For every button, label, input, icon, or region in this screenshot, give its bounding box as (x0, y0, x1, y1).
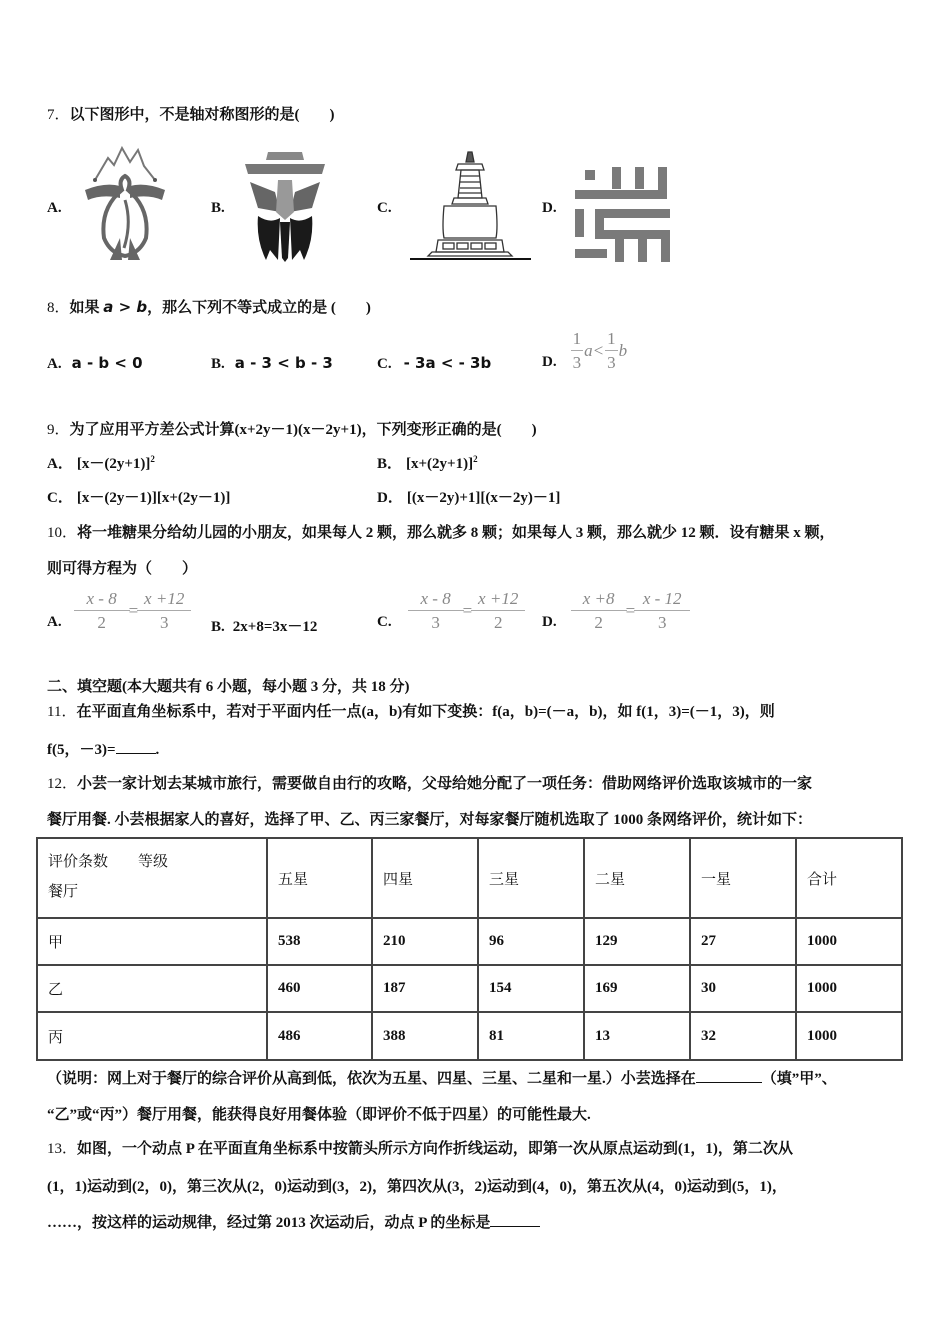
answer-blank[interactable] (696, 1082, 762, 1083)
option-label: C. (377, 356, 392, 372)
option-label: A. (47, 614, 62, 630)
table-cell: 1000 (796, 918, 902, 965)
fraction: $\frac{x +12}{2}$ (473, 590, 523, 631)
table-cell: 187 (372, 965, 478, 1012)
q10-option-b (211, 615, 317, 636)
pagoda-icon (408, 148, 533, 263)
table-corner-cell: 评价条数 等级 餐厅 (37, 838, 267, 918)
table-cell: 129 (584, 918, 690, 965)
q8-option-d (542, 330, 628, 371)
q10-option-c (377, 590, 523, 631)
option-text: 2x+8=3x－12 (232, 619, 318, 635)
option-label: C． (47, 490, 73, 506)
section-title: 二、填空题(本大题共有 6 小题，每小题 3 分，共 18 分) (47, 679, 410, 695)
table-cell: 27 (690, 918, 796, 965)
table-cell: 1000 (796, 965, 902, 1012)
ratings-table (36, 837, 903, 1061)
option-text: [x+(2y+1)] (406, 456, 474, 472)
table-cell: 81 (478, 1012, 584, 1060)
question-number: 10． (47, 525, 78, 541)
exponent: 2 (473, 454, 478, 464)
question-13-line1 (47, 1137, 793, 1158)
question-text: 将一堆糖果分给幼儿园的小朋友，如果每人 2 颗，那么就多 8 颗；如果每人 3 颗，那么就少 12 颗．设有糖果 x 颗， (77, 525, 835, 541)
question-number: 11． (47, 704, 77, 720)
q10-option-a (47, 590, 189, 631)
question-7 (47, 103, 335, 124)
option-text: [(x－2y)+1][(x－2y)－1] (406, 490, 561, 506)
math-text: b (618, 340, 628, 360)
question-text-post: ，那么下列不等式成立的是 ( ) (147, 300, 371, 316)
q9-option-b (377, 452, 478, 473)
table-cell: 96 (478, 918, 584, 965)
question-text: 以下图形中，不是轴对称图形的是( ) (69, 107, 335, 123)
question-text: 为了应用平方差公式计算(x+2y－1)(x－2y+1)，下列变形正确的是( ) (69, 422, 537, 438)
option-label: D． (377, 490, 403, 506)
question-text: 如图，一个动点 P 在平面直角坐标系中按箭头所示方向作折线运动，即第一次从原点运动到(1，1)，第二次从 (77, 1141, 793, 1157)
table-header-cell: 五星 (267, 838, 372, 918)
exponent: 2 (150, 454, 155, 464)
fraction: $\frac{x - 12}{3}$ (636, 590, 688, 631)
table-cell: 154 (478, 965, 584, 1012)
fraction: $\frac{1}{3}$ (607, 329, 616, 372)
option-label: B. (211, 619, 225, 635)
question-10-line2: 则可得方程为（ ） (47, 561, 198, 577)
table-cell: 538 (267, 918, 372, 965)
option-a-label: A. (47, 200, 62, 216)
fraction: $\frac{x - 8}{2}$ (76, 590, 128, 631)
question-text: f(5，－3)= (47, 742, 116, 758)
question-number: 7． (47, 107, 70, 123)
question-number: 8． (47, 300, 70, 316)
table-cell: 460 (267, 965, 372, 1012)
table-cell: 486 (267, 1012, 372, 1060)
question-12-note-line2: “乙”或“丙”）餐厅用餐，能获得良好用餐体验（即评价不低于四星）的可能性最大. (47, 1107, 591, 1123)
table-cell: 30 (690, 965, 796, 1012)
table-row (37, 965, 902, 1012)
table-cell: 13 (584, 1012, 690, 1060)
equals-sign: = (625, 600, 636, 620)
opera-mask-icon (240, 150, 330, 262)
row-label: 甲 (37, 918, 267, 965)
question-text: . (155, 742, 160, 758)
question-11-line1 (47, 700, 775, 721)
q9-option-a (47, 452, 155, 473)
question-12-note-line1 (47, 1067, 837, 1088)
answer-blank[interactable] (116, 753, 156, 754)
question-number: 9． (47, 422, 70, 438)
question-13-line3 (47, 1211, 540, 1232)
q8-option-c (377, 354, 491, 373)
table-header-row (37, 838, 902, 918)
note-text: （说明：网上对于餐厅的综合评价从高到低，依次为五星、四星、三星、二星和一星.）小芸选择在 (47, 1071, 696, 1087)
answer-blank[interactable] (490, 1226, 540, 1227)
q9-option-c (47, 486, 230, 507)
option-label: D. (542, 354, 557, 370)
option-label: C. (377, 614, 392, 630)
question-12-line1 (47, 772, 812, 793)
question-number: 13． (47, 1141, 78, 1157)
note-text: （填”甲”、 (761, 1071, 837, 1087)
question-13-line2: (1，1)运动到(2，0)，第三次从(2，0)运动到(3，2)，第四次从(3，2)运动到(4，0)，第五次从(4，0)运动到(5，1)， (47, 1179, 787, 1195)
maze-pattern-icon (575, 167, 670, 262)
option-text: [x－(2y－1)][x+(2y－1)] (76, 490, 231, 506)
table-row (37, 918, 902, 965)
table-cell: 169 (584, 965, 690, 1012)
question-12-line2: 餐厅用餐. 小芸根据家人的喜好，选择了甲、乙、丙三家餐厅，对每家餐厅随机选取了 1000 条网络评价，统计如下： (47, 812, 813, 828)
table-row (37, 1012, 902, 1060)
fraction: $\frac{x - 8}{3}$ (410, 590, 462, 631)
fraction: $\frac{x +12}{3}$ (139, 590, 189, 631)
condition: a > b (103, 298, 148, 316)
table-header-cell: 合计 (796, 838, 902, 918)
option-text: - 3a < - 3b (403, 354, 492, 372)
question-8 (47, 296, 371, 317)
table-header-cell: 一星 (690, 838, 796, 918)
option-d-label: D. (542, 200, 557, 216)
table-cell: 210 (372, 918, 478, 965)
fraction: $\frac{1}{3}$ (572, 329, 582, 372)
table-cell: 32 (690, 1012, 796, 1060)
option-text: a - 3 < b - 3 (234, 354, 333, 372)
table-header-cell: 二星 (584, 838, 690, 918)
option-label: A. (47, 356, 62, 372)
table-header-cell: 四星 (372, 838, 478, 918)
equals-sign: = (128, 600, 139, 620)
math-text: a< (584, 340, 605, 360)
option-label: B． (377, 456, 403, 472)
question-text-pre: 如果 (69, 300, 104, 316)
question-text: ……，按这样的运动规律，经过第 2013 次运动后，动点 P 的坐标是 (47, 1215, 491, 1231)
q10-option-d (542, 590, 688, 631)
row-label: 乙 (37, 965, 267, 1012)
question-10-line1 (47, 521, 835, 542)
row-label: 丙 (37, 1012, 267, 1060)
fraction: $\frac{x +8}{2}$ (573, 590, 625, 631)
question-9 (47, 418, 537, 439)
option-label: A． (47, 456, 73, 472)
option-label: D. (542, 614, 557, 630)
q8-option-a (47, 354, 143, 373)
option-text: [x－(2y+1)] (76, 456, 151, 472)
equals-sign: = (462, 600, 473, 620)
option-c-label: C. (377, 200, 392, 216)
option-label: B. (211, 356, 225, 372)
question-number: 12． (47, 776, 78, 792)
table-cell: 388 (372, 1012, 478, 1060)
option-b-label: B. (211, 200, 225, 216)
q8-option-b (211, 354, 333, 373)
question-text: 小芸一家计划去某城市旅行，需要做自由行的攻略，父母给她分配了一项任务：借助网络评价选取该城市的一家 (77, 776, 813, 792)
q9-option-d (377, 486, 560, 507)
question-text: 在平面直角坐标系中，若对于平面内任一点(a，b)有如下变换：f(a，b)=(－a，b)，如 f(1，3)=(－1，3)，则 (76, 704, 775, 720)
option-text: a - b < 0 (71, 354, 143, 372)
bird-totem-icon (80, 138, 170, 263)
question-11-line2 (47, 738, 159, 759)
table-cell: 1000 (796, 1012, 902, 1060)
table-header-cell: 三星 (478, 838, 584, 918)
